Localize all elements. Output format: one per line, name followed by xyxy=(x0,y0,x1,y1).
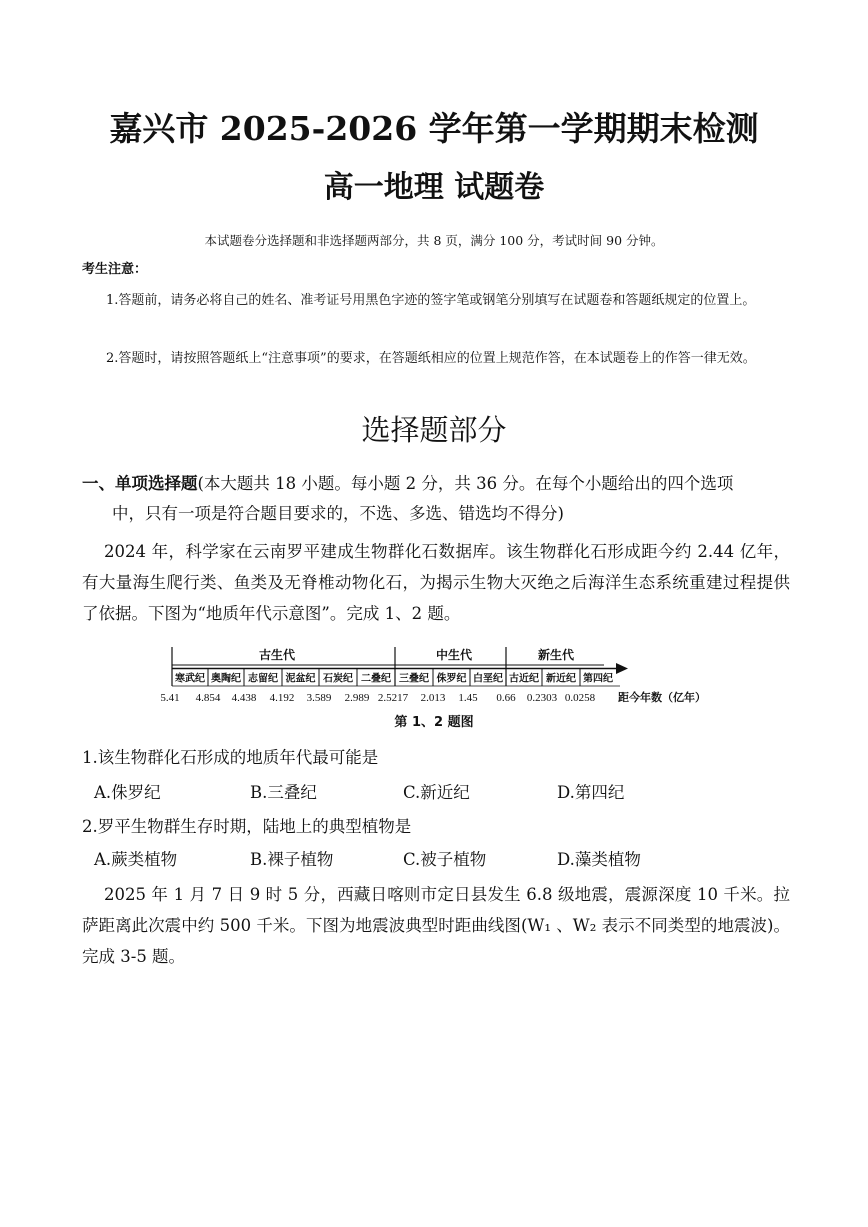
notice-item: 2.答题时，请按照答题纸上“注意事项”的要求，在答题纸相应的位置上规范作答，在本试题卷上的作答一律无效。 xyxy=(106,351,756,366)
period-label: 新近纪 xyxy=(546,673,576,685)
period-label: 石炭纪 xyxy=(323,673,353,685)
tick-label: 0.66 xyxy=(496,692,516,704)
section-instructions xyxy=(82,469,792,529)
tick-label: 2.013 xyxy=(420,692,446,704)
period-label: 泥盆纪 xyxy=(285,673,316,685)
option-d: D.藻类植物 xyxy=(557,850,641,869)
period-label: 奥陶纪 xyxy=(211,673,241,685)
tick-label: 4.192 xyxy=(269,692,295,704)
period-label: 第四纪 xyxy=(583,673,613,685)
instructions-line2: 中，只有一项是符合题目要求的，不选、多选、错选均不得分) xyxy=(112,504,564,523)
tick-label: 0.0258 xyxy=(564,692,596,704)
tick-label: 2.5217 xyxy=(377,692,409,704)
era-label-mesozoic: 中生代 xyxy=(435,648,473,662)
period-label: 古近纪 xyxy=(509,673,539,685)
instructions-line1: (本大题共 18 小题。每小题 2 分，共 36 分。在每个小题给出的四个选项 xyxy=(197,474,734,493)
tick-label: 1.45 xyxy=(458,692,478,704)
era-label-cenozoic: 新生代 xyxy=(537,648,575,662)
figure-caption: 第 1、2 题图 xyxy=(394,715,474,730)
option-a: A.蕨类植物 xyxy=(94,850,178,869)
tick-label: 5.41 xyxy=(160,692,180,704)
period-label: 三叠纪 xyxy=(399,673,429,685)
option-a: A.侏罗纪 xyxy=(94,783,161,802)
tick-label: 4.438 xyxy=(231,692,257,704)
period-label: 二叠纪 xyxy=(361,673,391,685)
tick-label: 3.589 xyxy=(306,692,332,704)
instructions-head: 一、单项选择题 xyxy=(82,474,198,493)
question-2-stem: 2.罗平生物群生存时期，陆地上的典型植物是 xyxy=(82,817,412,836)
tick-label: 0.2303 xyxy=(526,692,558,704)
notice-title: 考生注意： xyxy=(82,262,148,277)
period-label: 白垩纪 xyxy=(473,673,503,685)
option-d: D.第四纪 xyxy=(557,783,625,802)
exam-subtitle: 高一地理 试题卷 xyxy=(323,170,545,205)
option-b: B.裸子植物 xyxy=(250,850,334,869)
geologic-timescale-figure xyxy=(150,642,720,706)
period-label: 志留纪 xyxy=(248,673,278,685)
option-c: C.被子植物 xyxy=(403,850,487,869)
section-title: 选择题部分 xyxy=(361,413,507,447)
period-label: 寒武纪 xyxy=(175,673,205,685)
period-label: 侏罗纪 xyxy=(436,673,467,685)
tick-label: 2.989 xyxy=(344,692,370,704)
tick-label: 4.854 xyxy=(195,692,221,704)
notice-item: 1.答题前，请务必将自己的姓名、准考证号用黑色字迹的签字笔或钢笔分别填写在试题卷和答题纸规定的位置上。 xyxy=(106,293,756,308)
question-1-stem: 1.该生物群化石形成的地质年代最可能是 xyxy=(82,748,379,767)
axis-label: 距今年数（亿年） xyxy=(618,692,706,704)
exam-title: 嘉兴市 2025-2026 学年第一学期期末检测 xyxy=(109,109,759,148)
option-c: C.新近纪 xyxy=(403,783,470,802)
era-label-paleozoic: 古生代 xyxy=(258,648,296,662)
option-b: B.三叠纪 xyxy=(250,783,317,802)
passage-2: 2025 年 1 月 7 日 9 时 5 分，西藏日喀则市定日县发生 6.8 级地震，震源深度 10 千米。拉萨距离此次震中约 500 千米。下图为地震波典型时距曲线图(W₁ 、W₂ 表示不同类型的地震波)。完成 3-5 题。 xyxy=(82,885,790,966)
exam-info: 本试题卷分选择题和非选择题两部分，共 8 页，满分 100 分，考试时间 90 分钟。 xyxy=(204,233,664,248)
passage-1: 2024 年，科学家在云南罗平建成生物群化石数据库。该生物群化石形成距今约 2.44 亿年，有大量海生爬行类、鱼类及无脊椎动物化石，为揭示生物大灭绝之后海洋生态系统重建过程提供了依据。下图为“地质年代示意图”。完成 1、2 题。 xyxy=(82,542,790,623)
